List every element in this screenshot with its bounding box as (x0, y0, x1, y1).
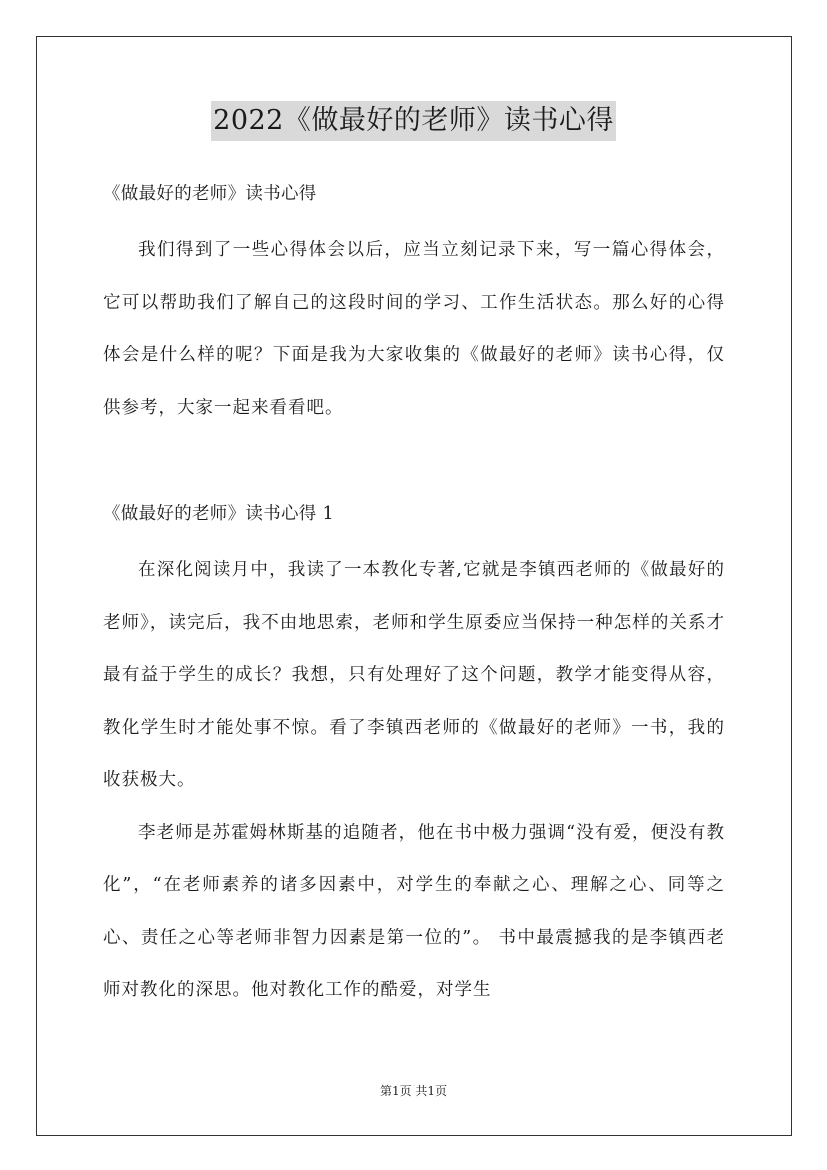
document-subtitle: 《做最好的老师》读书心得 (103, 184, 317, 204)
intro-paragraph: 我们得到了一些心得体会以后，应当立刻记录下来，写一篇心得体会，它可以帮助我们了解自己的这段时间的学习、工作生活状态。那么好的心得体会是什么样的呢？下面是我为大家收集的《做最好的老师》读书心得，仅供参考，大家一起来看看吧。 (103, 240, 725, 418)
document-title: 2022《做最好的老师》读书心得 (211, 101, 616, 141)
title-container (0, 101, 827, 141)
section-heading: 《做最好的老师》读书心得 1 (103, 504, 334, 524)
spacer (103, 216, 725, 224)
spacer (103, 434, 725, 492)
body-paragraph: 李老师是苏霍姆林斯基的追随者，他在书中极力强调“没有爱，便没有教化”，“在老师素养的诸多因素中，对学生的奉献之心、理解之心、同等之心、责任之心等老师非智力因素是第一位的”。 书中最震撼我的是李镇西老师对教化的深思。他对教化工作的酷爱，对学生 (103, 822, 725, 1000)
spacer (103, 536, 725, 544)
body-paragraph: 在深化阅读月中，我读了一本教化专著,它就是李镇西老师的《做最好的老师》，读完后，我不由地思索，老师和学生原委应当保持一种怎样的关系才最有益于学生的成长？我想，只有处理好了这个问题，教学才能变得从容，教化学生时才能处事不惊。看了李镇西老师的《做最好的老师》一书，我的收获极大。 (103, 560, 725, 790)
page-number-footer: 第1页 共1页 (379, 1084, 448, 1098)
document-body (103, 172, 725, 1017)
